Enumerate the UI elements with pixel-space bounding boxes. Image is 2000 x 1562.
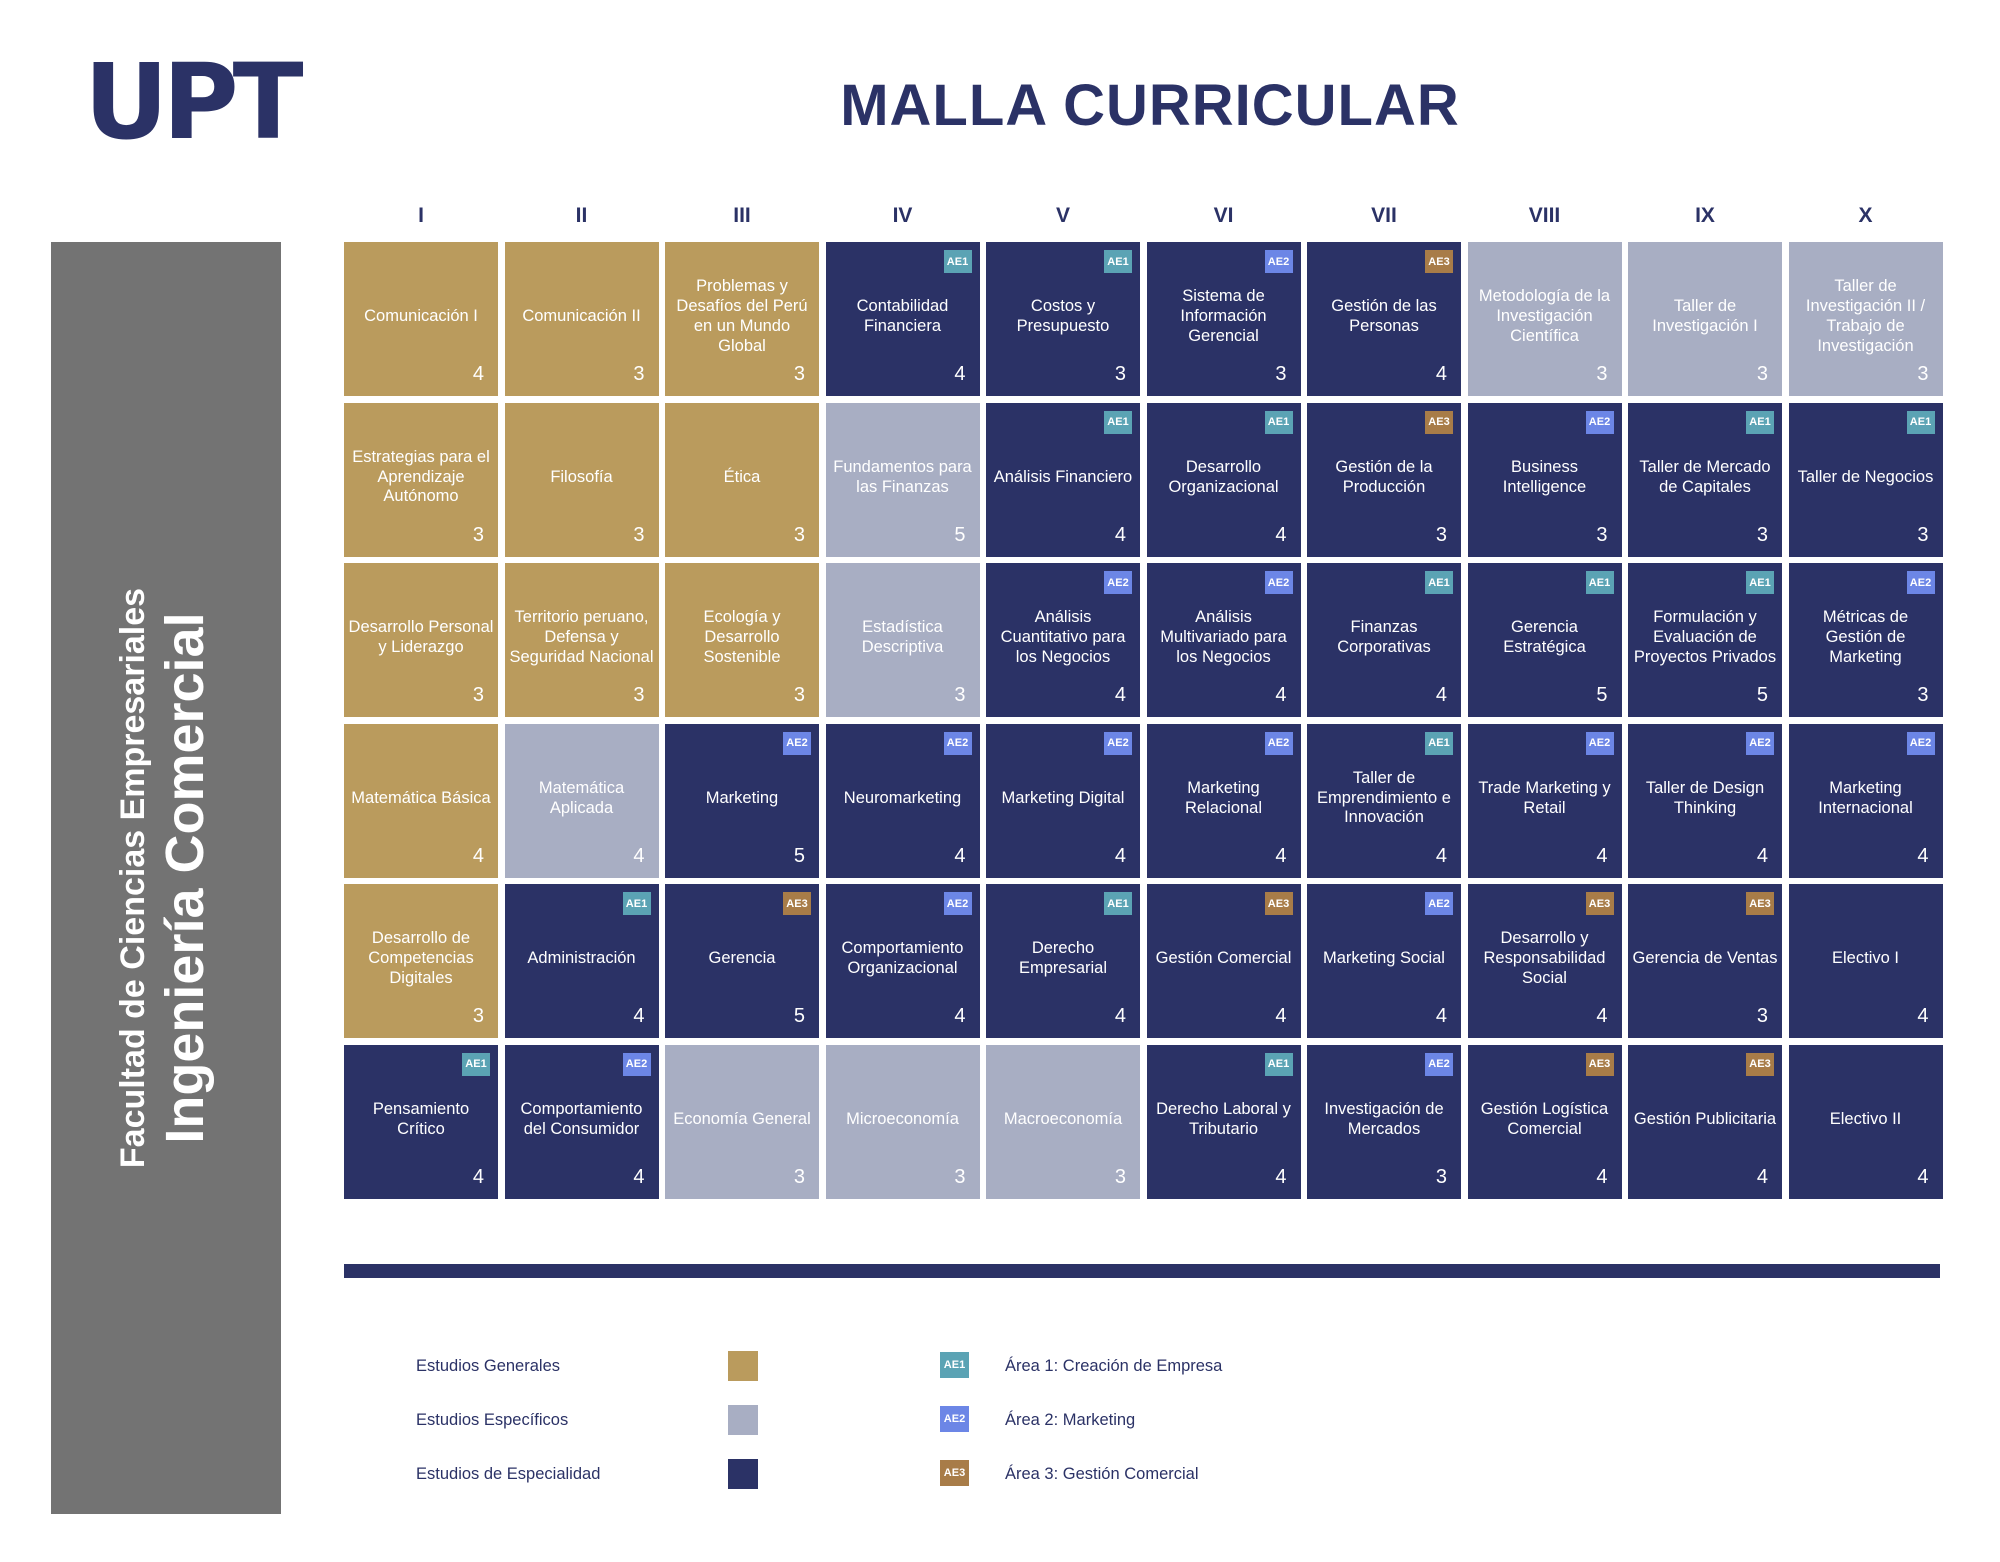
legend-type-label: Estudios Generales — [416, 1357, 560, 1375]
course-card — [665, 1045, 819, 1199]
course-card — [344, 403, 498, 557]
area-badge: AE2 — [1746, 732, 1774, 755]
course-credits: 4 — [1275, 1005, 1287, 1027]
semester-header: IX — [1695, 204, 1715, 227]
course-card — [344, 884, 498, 1038]
course-card — [665, 403, 819, 557]
course-credits: 4 — [1756, 1165, 1768, 1188]
course-card — [1789, 403, 1943, 557]
course-name: Formulación y Evaluación de Proyectos Privados — [1633, 608, 1777, 666]
legend-type-label: Estudios de Especialidad — [416, 1465, 601, 1483]
course-name: Marketing — [705, 788, 779, 807]
area-badge: AE1 — [623, 892, 651, 915]
faculty-name: Facultad de Ciencias Empresariales — [114, 587, 153, 1169]
course-name: Taller de Investigación II / Trabajo de Investigación — [1805, 277, 1926, 355]
course-credits: 5 — [793, 1005, 805, 1027]
upt-logo: UPT — [84, 41, 298, 163]
course-card — [1628, 724, 1782, 878]
semester-header: II — [575, 204, 588, 227]
course-credits: 4 — [1275, 844, 1287, 867]
course-card — [344, 563, 498, 717]
course-name: Electivo II — [1829, 1109, 1902, 1128]
course-name: Fundamentos para las Finanzas — [833, 457, 972, 496]
course-card — [665, 563, 819, 717]
area-badge: AE2 — [944, 732, 972, 755]
area-badge: AE1 — [1265, 1053, 1293, 1076]
course-card — [665, 242, 819, 396]
course-credits: 4 — [1435, 684, 1447, 706]
course-credits: 4 — [633, 1005, 645, 1027]
course-card — [826, 563, 980, 717]
area-badge: AE3 — [1425, 250, 1453, 273]
course-card — [1789, 563, 1943, 717]
course-credits: 4 — [472, 1165, 484, 1188]
course-name: Desarrollo Organizacional — [1168, 457, 1279, 496]
semester-header: X — [1858, 204, 1873, 227]
course-name: Taller de Emprendimiento e Innovación — [1317, 768, 1451, 827]
course-card — [1147, 242, 1301, 396]
area-badge: AE1 — [1104, 250, 1132, 273]
area-badge: AE1 — [1586, 571, 1614, 594]
course-credits: 3 — [472, 684, 484, 706]
legend-type-swatch — [728, 1459, 758, 1489]
course-credits: 3 — [633, 363, 645, 385]
course-name: Electivo I — [1832, 949, 1899, 968]
course-name: Macroeconomía — [1003, 1109, 1123, 1128]
course-card — [1147, 724, 1301, 878]
course-card — [986, 724, 1140, 878]
area-badge: AE2 — [623, 1053, 651, 1076]
course-credits: 3 — [1435, 523, 1447, 546]
course-card — [826, 884, 980, 1038]
course-credits: 4 — [1114, 523, 1126, 546]
course-card — [344, 724, 498, 878]
course-card — [1628, 242, 1782, 396]
divider-bar — [344, 1264, 1940, 1278]
course-credits: 3 — [1756, 523, 1768, 546]
career-name: Ingeniería Comercial — [155, 612, 216, 1144]
course-card — [1789, 884, 1943, 1038]
course-name: Análisis Multivariado para los Negocios — [1160, 608, 1287, 666]
course-card — [986, 884, 1140, 1038]
course-credits: 4 — [1596, 844, 1608, 867]
course-card — [1789, 1045, 1943, 1199]
course-credits: 3 — [1114, 363, 1126, 385]
course-card — [505, 1045, 659, 1199]
semester-header: VIII — [1528, 204, 1561, 227]
area-badge: AE1 — [1907, 411, 1935, 434]
area-badge: AE3 — [1425, 411, 1453, 434]
course-card — [1468, 1045, 1622, 1199]
course-name: Gestión Publicitaria — [1633, 1109, 1777, 1128]
course-card — [505, 403, 659, 557]
course-credits: 5 — [793, 844, 805, 867]
legend-area-badge: AE1 — [940, 1352, 969, 1378]
legend-area-label: Área 3: Gestión Comercial — [1005, 1465, 1199, 1483]
course-name: Estrategias para el Aprendizaje Autónomo — [352, 447, 490, 506]
course-name: Matemática Aplicada — [538, 778, 625, 817]
area-badge: AE3 — [1586, 892, 1614, 915]
course-credits: 3 — [1275, 363, 1287, 385]
course-name: Análisis Financiero — [993, 467, 1133, 486]
course-name: Gestión Logística Comercial — [1480, 1099, 1609, 1138]
course-name: Neuromarketing — [843, 788, 962, 807]
course-card — [986, 1045, 1140, 1199]
course-card — [826, 242, 980, 396]
course-card — [1147, 884, 1301, 1038]
sidebar-text — [114, 588, 218, 1168]
course-credits: 4 — [1114, 684, 1126, 706]
course-credits: 5 — [1596, 684, 1608, 706]
course-name: Gerencia Estratégica — [1503, 618, 1586, 656]
course-credits: 4 — [954, 363, 966, 385]
course-credits: 4 — [1917, 1005, 1929, 1027]
course-name: Desarrollo y Responsabilidad Social — [1483, 929, 1606, 987]
course-name: Desarrollo de Competencias Digitales — [368, 929, 474, 987]
semester-header: VII — [1371, 204, 1397, 227]
area-badge: AE2 — [1265, 250, 1293, 273]
course-card — [1628, 1045, 1782, 1199]
course-name: Taller de Investigación I — [1652, 297, 1758, 335]
course-credits: 4 — [633, 1165, 645, 1188]
course-name: Costos y Presupuesto — [1016, 297, 1110, 335]
course-credits: 3 — [1917, 363, 1929, 385]
course-credits: 3 — [1756, 363, 1768, 385]
course-card — [344, 242, 498, 396]
course-card — [1468, 884, 1622, 1038]
area-badge: AE2 — [1104, 732, 1132, 755]
course-card — [1468, 563, 1622, 717]
legend-type-label: Estudios Específicos — [416, 1411, 569, 1429]
area-badge: AE2 — [1907, 732, 1935, 755]
legend-area-badge: AE2 — [940, 1406, 969, 1432]
course-credits: 5 — [954, 523, 966, 546]
page-title: MALLA CURRICULAR — [840, 73, 1460, 138]
course-credits: 3 — [793, 523, 805, 546]
course-credits: 3 — [1435, 1165, 1447, 1188]
semester-header: I — [418, 204, 424, 227]
faculty-sidebar — [51, 242, 281, 1514]
course-credits: 4 — [1917, 844, 1929, 867]
course-name: Comportamiento del Consumidor — [520, 1099, 643, 1138]
course-credits: 4 — [1435, 363, 1447, 385]
course-name: Taller de Negocios — [1797, 467, 1934, 486]
course-name: Pensamiento Crítico — [372, 1099, 470, 1138]
area-badge: AE2 — [1586, 732, 1614, 755]
course-name: Territorio peruano, Defensa y Seguridad Nacional — [509, 608, 654, 666]
course-card — [826, 724, 980, 878]
area-badge: AE2 — [1907, 571, 1935, 594]
course-card — [1789, 242, 1943, 396]
legend-type-swatch — [728, 1351, 758, 1381]
area-badge: AE1 — [1104, 411, 1132, 434]
area-badge: AE1 — [1265, 411, 1293, 434]
course-credits: 3 — [1756, 1005, 1768, 1027]
area-badge: AE3 — [1746, 1053, 1774, 1076]
course-name: Microeconomía — [846, 1109, 959, 1128]
course-card — [1307, 1045, 1461, 1199]
course-card — [1307, 403, 1461, 557]
course-name: Administración — [527, 949, 636, 968]
area-badge: AE2 — [1425, 892, 1453, 915]
legend-area-badge: AE3 — [940, 1460, 969, 1486]
course-credits: 3 — [793, 363, 805, 385]
area-badge: AE1 — [462, 1053, 490, 1076]
course-name: Metodología de la Investigación Científica — [1478, 287, 1611, 345]
course-name: Sistema de Información Gerencial — [1180, 287, 1267, 345]
course-credits: 4 — [1596, 1165, 1608, 1188]
course-card — [1628, 403, 1782, 557]
course-credits: 5 — [1756, 684, 1768, 706]
course-name: Gestión Comercial — [1155, 949, 1292, 968]
course-name: Estadística Descriptiva — [861, 618, 944, 656]
course-name: Comunicación II — [522, 307, 641, 326]
course-credits: 4 — [1435, 1005, 1447, 1027]
semester-header: IV — [892, 204, 913, 227]
course-name: Trade Marketing y Retail — [1478, 778, 1611, 817]
area-badge: AE3 — [1586, 1053, 1614, 1076]
course-credits: 3 — [472, 1005, 484, 1027]
course-credits: 4 — [1114, 1005, 1126, 1027]
legend-type-swatch — [728, 1405, 758, 1435]
course-credits: 3 — [1596, 523, 1608, 546]
semester-header: V — [1055, 204, 1070, 227]
course-name: Filosofía — [550, 467, 613, 486]
course-credits: 3 — [793, 1165, 805, 1188]
course-name: Comportamiento Organizacional — [841, 939, 964, 977]
semester-header: VI — [1213, 204, 1234, 227]
course-card — [1468, 242, 1622, 396]
course-name: Taller de Design Thinking — [1645, 778, 1765, 817]
course-credits: 4 — [1275, 684, 1287, 706]
area-badge: AE2 — [1265, 571, 1293, 594]
course-card — [505, 884, 659, 1038]
course-card — [1147, 1045, 1301, 1199]
course-credits: 4 — [472, 844, 484, 867]
area-badge: AE1 — [1746, 411, 1774, 434]
course-name: Matemática Básica — [351, 788, 491, 807]
course-card — [505, 724, 659, 878]
course-card — [826, 1045, 980, 1199]
course-card — [986, 563, 1140, 717]
course-credits: 4 — [1917, 1165, 1929, 1188]
course-name: Gerencia de Ventas — [1632, 949, 1778, 968]
course-credits: 3 — [472, 523, 484, 546]
course-credits: 4 — [472, 363, 484, 385]
area-badge: AE1 — [1425, 732, 1453, 755]
course-card — [505, 563, 659, 717]
area-badge: AE2 — [1586, 411, 1614, 434]
course-credits: 4 — [1275, 523, 1287, 546]
course-name: Finanzas Corporativas — [1337, 618, 1431, 656]
area-badge: AE1 — [1425, 571, 1453, 594]
course-name: Gerencia — [708, 949, 776, 968]
course-name: Marketing Relacional — [1184, 778, 1263, 817]
course-credits: 4 — [633, 844, 645, 867]
course-card — [986, 242, 1140, 396]
area-badge: AE2 — [1265, 732, 1293, 755]
course-name: Economía General — [673, 1109, 811, 1128]
area-badge: AE3 — [783, 892, 811, 915]
course-credits: 3 — [1596, 363, 1608, 385]
course-card — [1628, 884, 1782, 1038]
course-name: Problemas y Desafíos del Perú en un Mundo Global — [676, 277, 808, 355]
course-credits: 4 — [954, 1005, 966, 1027]
course-card — [1307, 242, 1461, 396]
course-credits: 4 — [1275, 1165, 1287, 1188]
area-badge: AE3 — [1265, 892, 1293, 915]
course-name: Métricas de Gestión de Marketing — [1822, 608, 1909, 666]
course-card — [1468, 403, 1622, 557]
course-credits: 4 — [1435, 844, 1447, 867]
course-card — [505, 242, 659, 396]
course-card — [1307, 884, 1461, 1038]
course-name: Ecología y Desarrollo Sostenible — [703, 608, 781, 666]
course-credits: 3 — [633, 523, 645, 546]
course-name: Derecho Empresarial — [1018, 939, 1108, 977]
course-card — [1307, 563, 1461, 717]
area-badge: AE2 — [1425, 1053, 1453, 1076]
course-card — [665, 724, 819, 878]
course-credits: 4 — [1596, 1005, 1608, 1027]
course-card — [1789, 724, 1943, 878]
course-credits: 4 — [1114, 844, 1126, 867]
course-credits: 3 — [1114, 1165, 1126, 1188]
course-credits: 3 — [954, 1165, 966, 1188]
course-card — [665, 884, 819, 1038]
course-name: Contabilidad Financiera — [856, 297, 949, 335]
course-card — [1628, 563, 1782, 717]
course-name: Taller de Mercado de Capitales — [1639, 457, 1771, 496]
course-credits: 4 — [1756, 844, 1768, 867]
course-credits: 3 — [954, 684, 966, 706]
legend-area-label: Área 2: Marketing — [1005, 1411, 1136, 1429]
area-badge: AE2 — [944, 892, 972, 915]
course-credits: 3 — [633, 684, 645, 706]
course-card — [986, 403, 1140, 557]
course-name: Marketing Internacional — [1818, 778, 1913, 817]
area-badge: AE2 — [783, 732, 811, 755]
course-credits: 3 — [793, 684, 805, 706]
semester-header: III — [733, 204, 751, 227]
course-card — [1147, 563, 1301, 717]
course-name: Marketing Social — [1323, 949, 1445, 968]
area-badge: AE3 — [1746, 892, 1774, 915]
course-name: Gestión de las Personas — [1331, 297, 1437, 335]
course-name: Business Intelligence — [1502, 457, 1587, 496]
legend-area-label: Área 1: Creación de Empresa — [1005, 1357, 1223, 1375]
course-card — [1468, 724, 1622, 878]
course-card — [1147, 403, 1301, 557]
course-credits: 4 — [954, 844, 966, 867]
course-name: Comunicación I — [364, 307, 478, 326]
course-name: Investigación de Mercados — [1324, 1099, 1444, 1138]
course-card — [826, 403, 980, 557]
course-name: Análisis Cuantitativo para los Negocios — [1000, 608, 1126, 666]
area-badge: AE1 — [1746, 571, 1774, 594]
course-name: Marketing Digital — [1001, 788, 1125, 807]
course-card — [1307, 724, 1461, 878]
course-name: Gestión de la Producción — [1335, 457, 1433, 496]
course-card — [344, 1045, 498, 1199]
course-credits: 3 — [1917, 684, 1929, 706]
area-badge: AE2 — [1104, 571, 1132, 594]
course-name: Derecho Laboral y Tributario — [1156, 1099, 1291, 1138]
course-name: Ética — [723, 467, 761, 486]
course-credits: 3 — [1917, 523, 1929, 546]
area-badge: AE1 — [1104, 892, 1132, 915]
course-name: Desarrollo Personal y Liderazgo — [348, 618, 494, 656]
area-badge: AE1 — [944, 250, 972, 273]
